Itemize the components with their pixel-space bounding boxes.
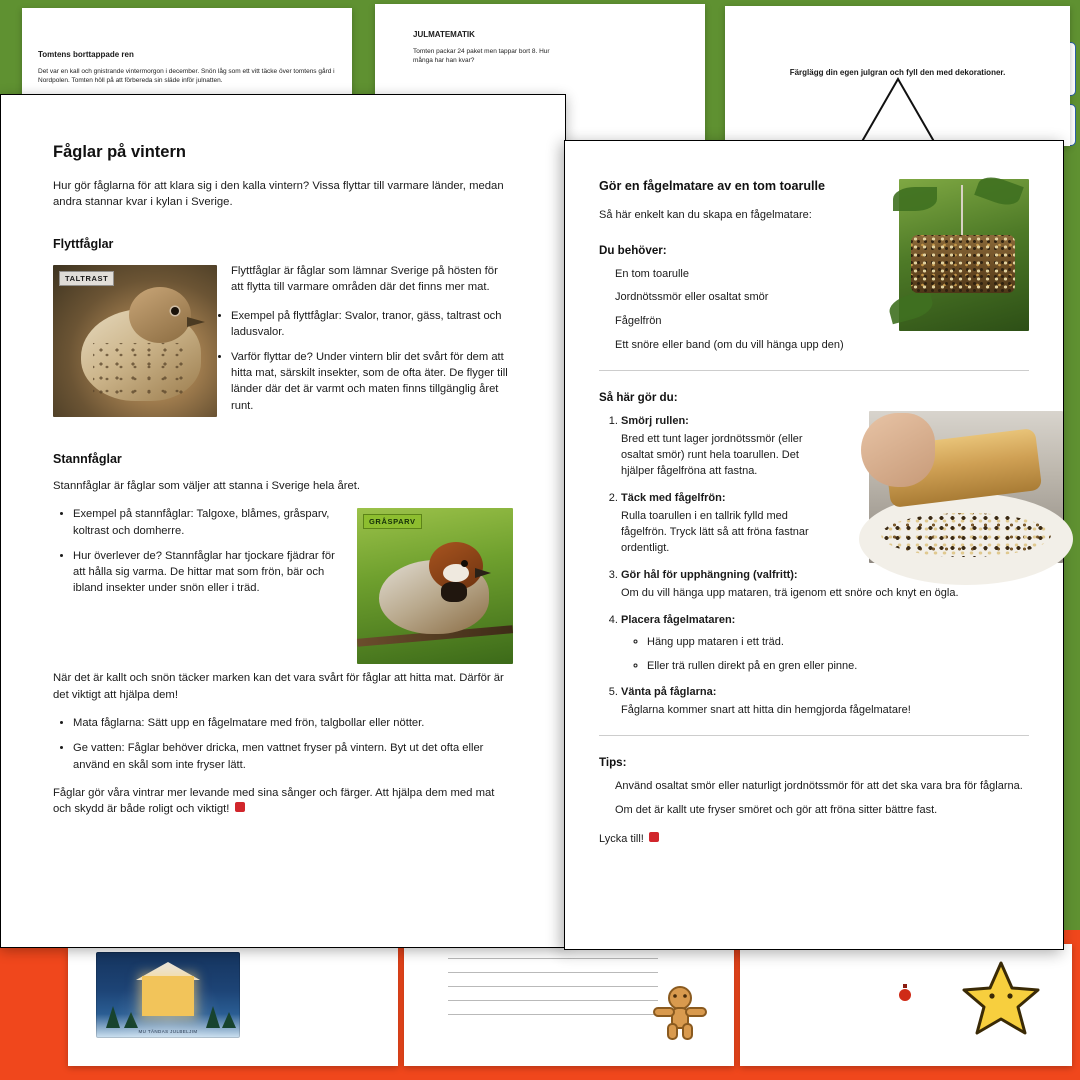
intro-paragraph: Hur gör fåglarna för att klara sig i den kalla vintern? Vissa flyttar till varmare länder, medan andra stannar kvar i kylan i Sverige. (53, 180, 504, 209)
mitten-icon (235, 801, 246, 814)
steps-heading: Så här gör du: (599, 391, 678, 405)
list-item: En tom toarulle (615, 267, 689, 280)
julkort-caption: MU TÄNDAS JULBELJIM (138, 1029, 198, 1034)
bauble-icon (898, 984, 912, 1002)
list-item: Använd osaltat smör eller naturligt jordnötssmör för att det ska vara bra för fåglarna. (615, 780, 1023, 793)
worksheet-tomten-title: Tomtens borttappade ren (38, 50, 134, 59)
section-heading-resident: Stannfåglar (53, 451, 122, 466)
needs-heading: Du behöver: (599, 243, 667, 257)
howto-title: Gör en fågelmatare av en tom toarulle (599, 179, 826, 193)
migratory-paragraph: Flyttfåglar är fåglar som lämnar Sverige på hösten för att flytta till varmare områden där det finns mer mat. (231, 264, 498, 294)
help-bullets (53, 715, 513, 773)
help-paragraph: När det är kallt och snön täcker marken kan det vara svårt för fåglar att hitta mat. Därför är det viktigt att hjälpa dem! (53, 672, 504, 701)
section-heading-migratory: Flyttfåglar (53, 236, 114, 251)
step-title: 1. Smörj rullen: (621, 415, 689, 428)
list-item: ◦ Häng upp mataren i ett träd. (647, 635, 1029, 651)
birds-in-winter-document[interactable] (0, 94, 566, 948)
worksheet-julmatematik-title: JULMATEMATIK (413, 30, 475, 39)
list-item: Jordnötssmör eller osaltat smör (615, 291, 769, 304)
step-title: 2. Täck med fågelfrön: (621, 492, 726, 504)
list-item: • Ge vatten: Fåglar behöver dricka, men vattnet fryser på vintern. Byt ut det ofta eller använd en skål som inte fryser lätt. (73, 740, 513, 772)
closing-text: Fåglar gör våra vintrar mer levande med sina sånger och färger. Att hjälpa dem med mat och skydd är både roligt och viktigt! (53, 786, 495, 816)
closing-text: Lycka till! (599, 833, 644, 846)
list-item: Fågelfrön (615, 315, 662, 328)
worksheet-tomten-body: Det var en kall och gnistrande vintermorgon i december. Snön låg som ett vitt täcke över tomtens gård i Nordpolen. Tomten höll på att förbereda sin släde inför julnatten. (38, 68, 335, 85)
step-text: Fåglarna kommer snart att hitta din hemgjorda fågelmatare! (621, 704, 911, 717)
worksheet-julgran[interactable] (725, 6, 1070, 146)
list-item: • Mata fåglarna: Sätt upp en fågelmatare med frön, talgbollar eller nötter. (73, 715, 513, 731)
step-text: Bred ett tunt lager jordnötssmör (eller osaltat smör) runt hela toarullen. Det hjälper fågelfröna att fastna. (621, 433, 803, 478)
ruled-lines-group (448, 958, 658, 1028)
worksheet-julgran-title: Färglägg din egen julgran och fyll den med dekorationer. (789, 68, 1006, 77)
list-item (621, 414, 821, 480)
list-item: ◦ Eller trä rullen direkt på en gren eller pinne. (647, 659, 1029, 675)
tips-heading: Tips: (599, 756, 627, 770)
divider (599, 735, 1029, 736)
closing-line (599, 831, 1029, 845)
list-item (621, 685, 1029, 719)
needs-list (599, 267, 915, 355)
worksheet-julmatematik-body: Tomten packar 24 paket men tappar bort 8. Hur många har han kvar? (413, 48, 550, 65)
star-icon (962, 960, 1040, 1036)
list-item (621, 613, 1029, 675)
thrush-figure (53, 265, 217, 417)
step-text: Om du vill hänga upp mataren, trä igenom ett snöre och knyt en ögla. (621, 586, 959, 599)
birdfeeder-photo (899, 179, 1029, 331)
tips-list (599, 779, 1029, 819)
gingerbread-man-icon (650, 984, 710, 1040)
thrush-photo (53, 265, 217, 417)
resident-paragraph: Stannfåglar är fåglar som väljer att stanna i Sverige hela året. (53, 479, 361, 492)
list-item: • Varför flyttar de? Under vintern blir det svårt för dem att hitta mat, särskilt insekter, som de ofta äter. De flyger till länder där det är varmt och maten finns tillgänglig året runt. (73, 349, 513, 414)
thrush-photo-label: TALTRAST (59, 271, 114, 286)
peanutbutter-roll-photo (869, 411, 1063, 563)
step-sub-list (621, 635, 1029, 675)
sparrow-photo-label: GRÅSPARV (363, 514, 422, 529)
list-item: Om det är kallt ute fryser smöret och gör att fröna sitter bättre fast. (615, 804, 938, 817)
step-title: 5. Vänta på fåglarna: (621, 686, 717, 699)
julkort-illustration (96, 952, 240, 1038)
list-item: • Exempel på stannfåglar: Talgoxe, blåmes, gråsparv, koltrast och domherre. (73, 506, 513, 538)
list-item: Ett snöre eller band (om du vill hänga upp den) (615, 339, 844, 352)
closing-paragraph (53, 785, 513, 818)
list-item (621, 491, 821, 557)
list-item: • Hur överlever de? Stannfåglar har tjockare fjädrar för att hålla sig varma. De hittar mat som frön, bär och ibland insekter under snön eller i träd. (73, 548, 513, 597)
sparrow-figure (357, 508, 513, 664)
step-title: 4. Placera fågelmataren: (621, 613, 736, 626)
birdfeeder-howto-document[interactable] (564, 140, 1064, 950)
christmas-tree-outline-icon (818, 77, 978, 147)
divider (599, 370, 1029, 371)
mitten-icon (649, 831, 660, 844)
step-text: Rulla toarullen i en tallrik fylld med fågelfrön. Tryck lätt så att fröna fastnar ordentligt. (621, 509, 809, 554)
page-title: Fåglar på vintern (53, 143, 186, 161)
howto-intro: Så här enkelt kan du skapa en fågelmatare: (599, 209, 812, 221)
sparrow-photo (357, 508, 513, 664)
step-title: 3. Gör hål för upphängning (valfritt): (621, 568, 798, 581)
list-item: • Exempel på flyttfåglar: Svalor, tranor, gäss, taltrast och ladusvalor. (73, 308, 513, 340)
